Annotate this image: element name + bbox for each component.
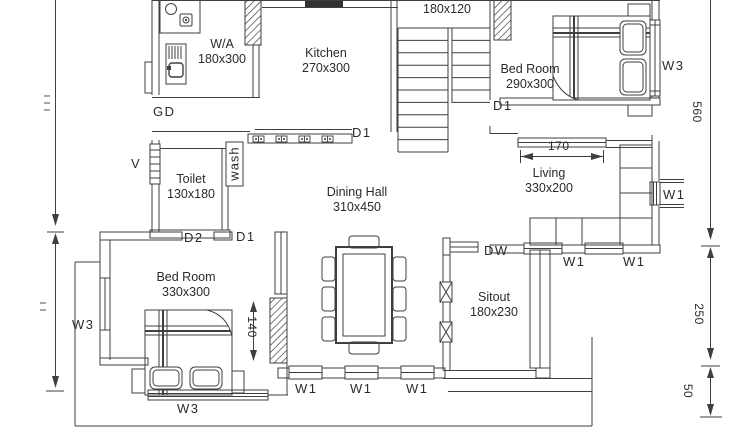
dimension-140: 140	[245, 316, 259, 338]
label-window-w1-dining-1: W1	[295, 381, 318, 396]
label-grill-door: GD	[153, 104, 176, 119]
kitchen-appliance-icon	[305, 1, 343, 7]
room-size: 180x230	[470, 305, 518, 319]
dimension-170: 170	[548, 139, 570, 153]
room-size: 330x200	[525, 181, 573, 195]
room-label-living	[512, 166, 586, 196]
room-size: 310x450	[333, 200, 381, 214]
room-name: Living	[532, 166, 566, 180]
left-dimension-line	[40, 0, 64, 391]
label-door-d2: D2	[184, 230, 204, 245]
label-window-w1-right: W1	[663, 187, 686, 202]
room-name: Kitchen	[305, 46, 347, 60]
label-door-d1-bedroom: D1	[236, 229, 256, 244]
staircase	[398, 0, 490, 152]
room-label-sitout	[458, 290, 530, 320]
room-label-toilet-top	[400, 0, 494, 17]
room-name: Bed Room	[156, 270, 216, 284]
dimension-50: 50	[681, 383, 695, 399]
kitchen-counter-sink	[160, 0, 200, 33]
room-label-kitchen	[291, 46, 361, 76]
room-size: 180x300	[198, 52, 246, 66]
label-window-w1-dining-2: W1	[350, 381, 373, 396]
label-window-w3-left: W3	[72, 317, 95, 332]
room-label-dining-hall	[317, 185, 397, 215]
room-label-bedroom-bottomleft	[150, 270, 222, 300]
dining-table	[322, 236, 406, 354]
bedside-table	[628, 4, 650, 16]
label-window-w1-dining-3: W1	[406, 381, 429, 396]
bed-bottomleft	[132, 310, 244, 395]
label-window-w1-living-2: W1	[623, 254, 646, 269]
bed-topright	[553, 4, 650, 100]
dimension-560: 560	[690, 101, 704, 123]
label-wash: wash	[226, 146, 242, 181]
room-name: W/A	[210, 37, 234, 51]
room-size: 130x180	[167, 187, 215, 201]
label-door-d1-kitchen: D1	[352, 125, 372, 140]
nightstand-left	[132, 369, 145, 393]
label-door-d1-stairs: D1	[493, 98, 513, 113]
room-label-toilet-left	[156, 172, 226, 202]
room-size: 270x300	[302, 61, 350, 75]
label-window-w3-topright: W3	[662, 58, 685, 73]
room-size: 180x120	[423, 2, 471, 16]
right-dimension-line	[700, 0, 722, 417]
label-window-w3-bottom: W3	[177, 401, 200, 416]
bedroom-topright-walls	[500, 0, 660, 116]
room-name: Toilet	[176, 172, 206, 186]
washing-machine-icon	[166, 44, 186, 84]
room-size: 290x300	[506, 77, 554, 91]
room-name: Dining Hall	[326, 185, 388, 199]
room-name: Bed Room	[500, 62, 560, 76]
room-label-bedroom-topright	[494, 62, 566, 92]
label-window-w1-living-1: W1	[563, 254, 586, 269]
hatched-column-3	[270, 298, 287, 363]
room-label-work-area	[189, 37, 255, 67]
dimension-250: 250	[692, 303, 706, 325]
kitchen-hob-burners	[253, 136, 333, 142]
room-name: Sitout	[478, 290, 510, 304]
room-size: 330x300	[162, 285, 210, 299]
label-door-dw: DW	[484, 243, 509, 258]
hatched-column-2	[494, 0, 511, 40]
dining-bottom-wall	[278, 366, 445, 379]
label-ventilator: V	[131, 156, 142, 171]
